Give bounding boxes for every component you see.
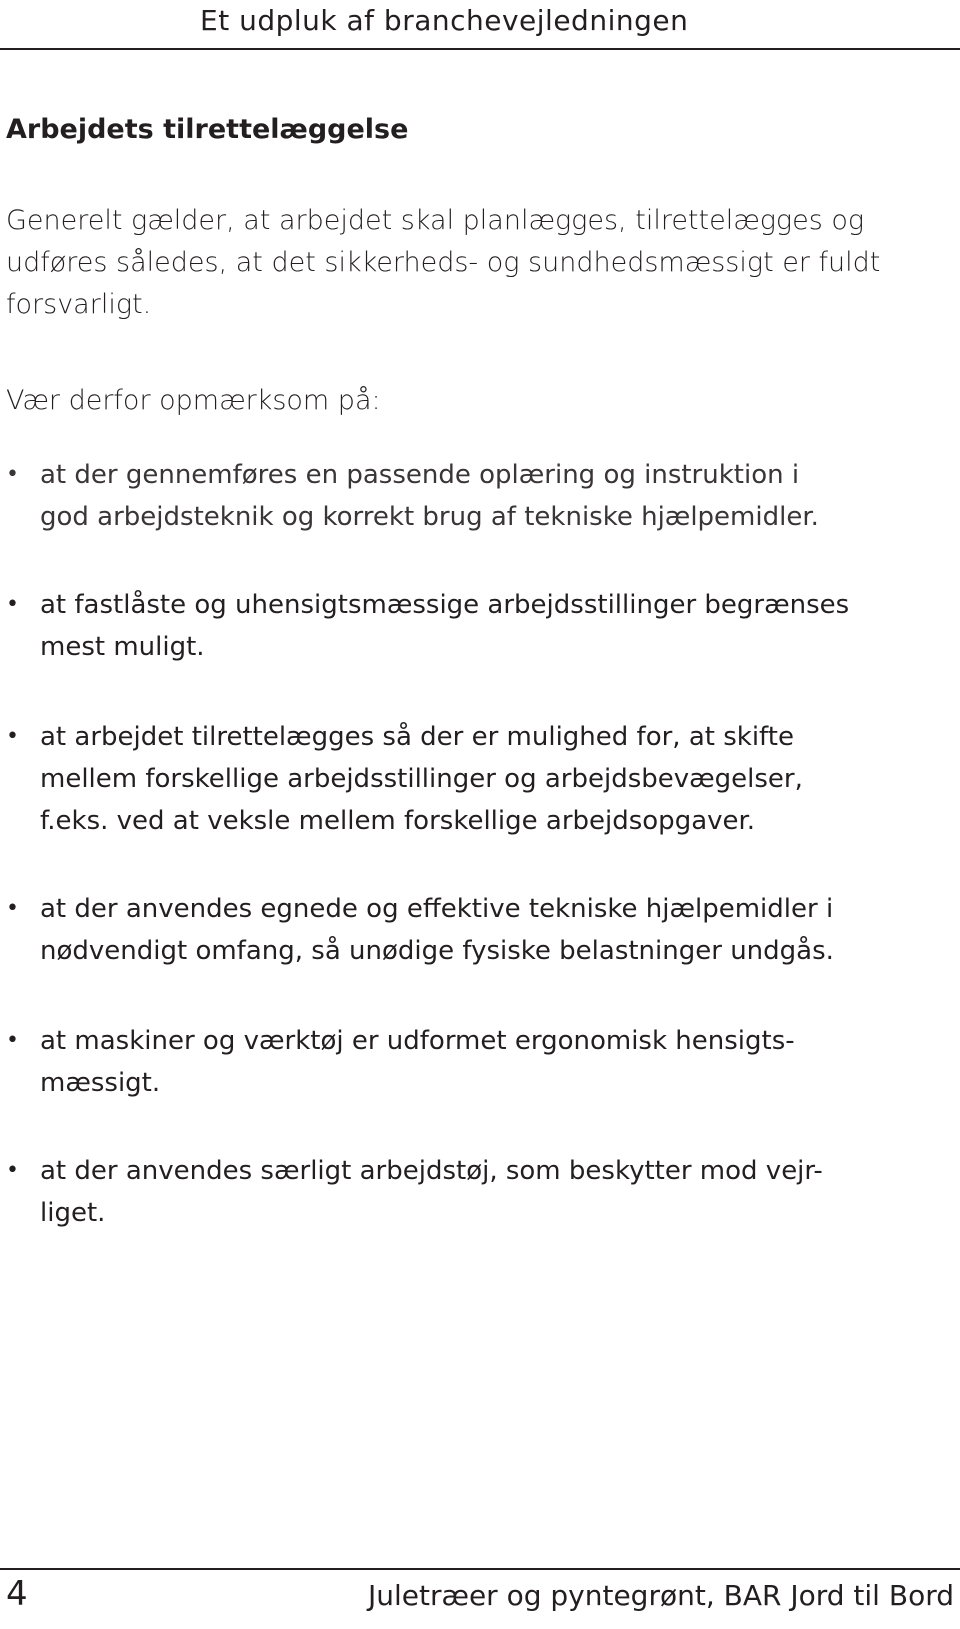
section-heading: Arbejdets tilrettelæggelse xyxy=(6,114,409,145)
bullet-text xyxy=(40,584,849,668)
bullet-line: nødvendigt omfang, så unødige fysiske belastninger undgås. xyxy=(40,936,834,966)
bullet-icon: • xyxy=(6,592,19,617)
bullet-icon: • xyxy=(6,1158,19,1183)
bullet-line: liget. xyxy=(40,1198,106,1228)
bullet-icon: • xyxy=(6,462,19,487)
bullet-line: at fastlåste og uhensigtsmæssige arbejdsstillinger begrænses xyxy=(40,590,850,620)
bullet-line: mellem forskellige arbejdsstillinger og arbejdsbevægelser, xyxy=(40,764,803,794)
bullet-line: god arbejdsteknik og korrekt brug af tekniske hjælpemidler. xyxy=(40,502,819,532)
bullet-line: at maskiner og værktøj er udformet ergonomisk hensigts- xyxy=(40,1026,795,1056)
bullet-text xyxy=(40,1150,823,1234)
bullet-icon: • xyxy=(6,724,19,749)
bullet-line: at arbejdet tilrettelægges så der er mulighed for, at skifte xyxy=(40,722,794,752)
intro-line: Generelt gælder, at arbejdet skal planlægges, tilrettelægges og xyxy=(6,205,865,236)
lead-paragraph: Vær derfor opmærksom på: xyxy=(6,385,381,416)
header-divider xyxy=(0,48,960,50)
running-header: Et udpluk af branchevejledningen xyxy=(200,4,689,37)
bullet-line: at der anvendes egnede og effektive tekniske hjælpemidler i xyxy=(40,894,834,924)
bullet-line: mæssigt. xyxy=(40,1068,161,1098)
intro-line: udføres således, at det sikkerheds- og sundhedsmæssigt er fuldt xyxy=(6,247,881,278)
bullet-icon: • xyxy=(6,1028,19,1053)
intro-paragraph xyxy=(6,200,880,326)
running-footer: Juletræer og pyntegrønt, BAR Jord til Bord xyxy=(367,1579,954,1612)
bullet-text xyxy=(40,888,834,972)
bullet-line: at der gennemføres en passende oplæring og instruktion i xyxy=(40,460,800,490)
intro-line: forsvarligt. xyxy=(6,289,152,320)
footer-divider xyxy=(0,1568,960,1570)
bullet-line: at der anvendes særligt arbejdstøj, som beskytter mod vejr- xyxy=(40,1156,823,1186)
page-number: 4 xyxy=(6,1574,28,1614)
bullet-text xyxy=(40,454,819,538)
bullet-text xyxy=(40,716,803,842)
bullet-text xyxy=(40,1020,795,1104)
bullet-icon: • xyxy=(6,896,19,921)
bullet-line: f.eks. ved at veksle mellem forskellige arbejdsopgaver. xyxy=(40,806,756,836)
bullet-line: mest muligt. xyxy=(40,632,205,662)
